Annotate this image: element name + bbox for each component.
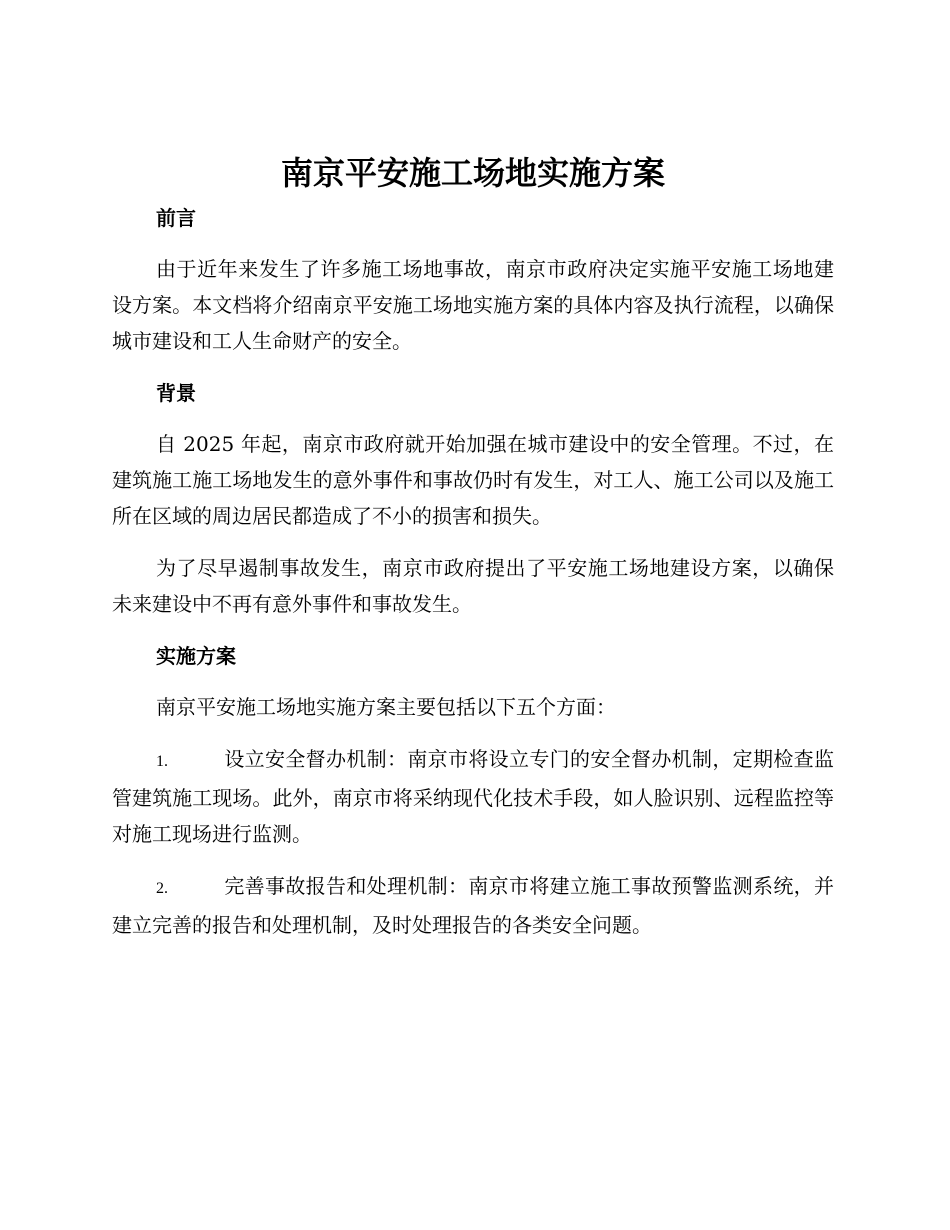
- preface-paragraph: 由于近年来发生了许多施工场地事故，南京市政府决定实施平安施工场地建设方案。本文档将介绍南京平安施工场地实施方案的具体内容及执行流程，以确保城市建设和工人生命财产的安全。: [112, 257, 834, 353]
- list-item-text: 设立安全督办机制：南京市将设立专门的安全督办机制，定期检查监管建筑施工现场。此外，南京市将采纳现代化技术手段，如人脸识别、远程监控等对施工现场进行监测。: [112, 747, 834, 846]
- document-title: 南京平安施工场地实施方案: [280, 154, 665, 192]
- plan-intro-paragraph: 南京平安施工场地实施方案主要包括以下五个方面：: [156, 695, 616, 719]
- list-item-number: 1.: [156, 753, 168, 770]
- list-item-number: 2.: [156, 880, 168, 897]
- background-paragraph-2: 为了尽早遏制事故发生，南京市政府提出了平安施工场地建设方案，以确保未来建设中不再有意外事件和事故发生。: [112, 556, 834, 616]
- list-item: [112, 741, 834, 852]
- section-heading-background: 背景: [156, 381, 196, 405]
- document-body: [112, 150, 834, 943]
- background-paragraph-1: 自 2025 年起，南京市政府就开始加强在城市建设中的安全管理。不过，在建筑施工施工场地发生的意外事件和事故仍时有发生，对工人、施工公司以及施工所在区域的周边居民都造成了不小的损害和损失。: [112, 432, 834, 528]
- section-heading-plan: 实施方案: [156, 644, 236, 668]
- list-item-text: 完善事故报告和处理机制：南京市将建立施工事故预警监测系统，并建立完善的报告和处理机制，及时处理报告的各类安全问题。: [112, 874, 834, 937]
- list-item: [112, 868, 834, 943]
- section-heading-preface: 前言: [156, 206, 196, 230]
